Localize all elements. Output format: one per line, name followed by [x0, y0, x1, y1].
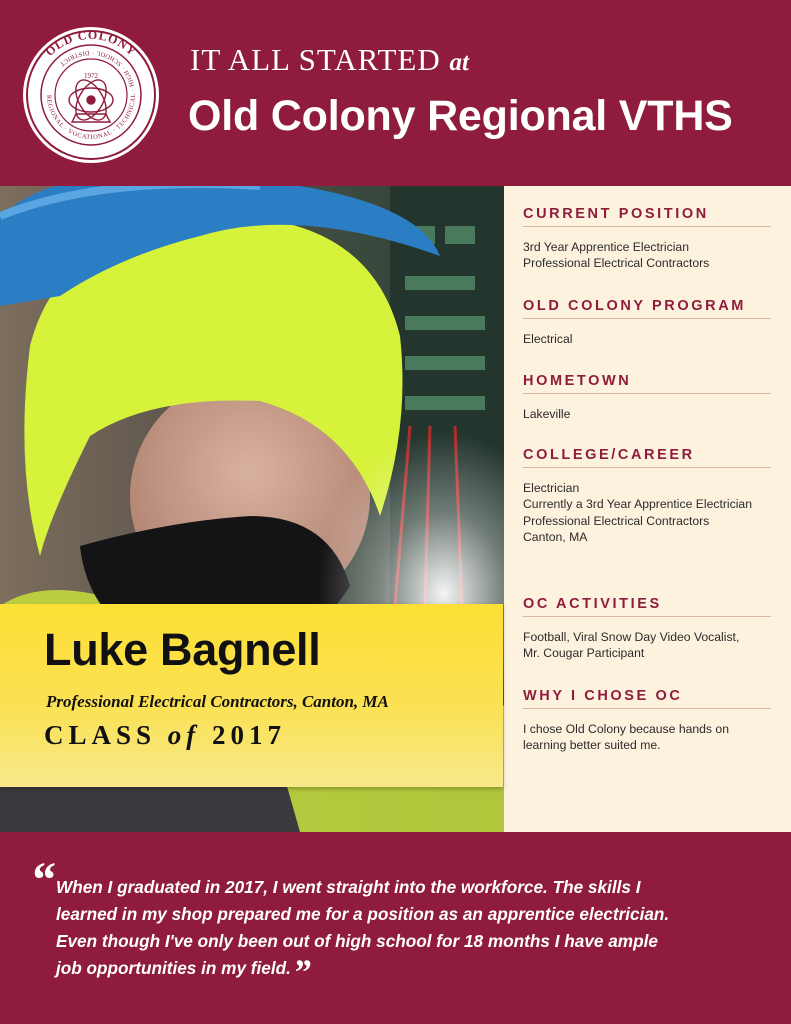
kicker-main-text: IT ALL STARTED — [190, 42, 441, 77]
class-of-word: of — [167, 720, 201, 750]
quote-band — [0, 832, 791, 1024]
section-hometown — [523, 373, 771, 422]
kicker-at-text: at — [449, 49, 469, 76]
section-current-position — [523, 206, 771, 272]
section-activities — [523, 596, 771, 662]
header-banner — [0, 0, 791, 186]
info-line: Professional Electrical Contractors — [523, 513, 710, 528]
class-word: CLASS — [44, 720, 157, 750]
info-line: Currently a 3rd Year Apprentice Electrician — [523, 497, 752, 512]
section-title: COLLEGE/CAREER — [523, 447, 771, 468]
class-year: 2017 — [212, 720, 287, 750]
info-line: I chose Old Colony because hands on — [523, 722, 729, 736]
info-line: Electrical — [523, 332, 573, 346]
section-title: OLD COLONY PROGRAM — [523, 298, 771, 319]
section-program — [523, 298, 771, 347]
employer-line: Professional Electrical Contractors, Canton, MA — [46, 692, 389, 711]
seal-top-text: OLD COLONY — [42, 27, 140, 59]
info-line: learning better suited me. — [523, 738, 661, 753]
info-line: Mr. Cougar Participant — [523, 646, 645, 661]
info-line: 3rd Year Apprentice Electrician — [523, 240, 689, 254]
seal-ring-text: REGIONAL · VOCATIONAL · TECHNICAL · HIGH · SCHOOL · DISTRICT — [44, 48, 138, 142]
graduate-name: Luke Bagnell — [44, 624, 321, 675]
section-college-career — [523, 447, 771, 545]
info-line: Lakeville — [523, 407, 571, 421]
close-quote-icon: ” — [292, 952, 311, 992]
school-name-title: Old Colony Regional VTHS — [188, 92, 733, 140]
class-year-line — [44, 720, 286, 751]
quote-line: job opportunities in my field. — [56, 958, 291, 978]
school-seal-logo — [22, 26, 160, 164]
section-title: OC ACTIVITIES — [523, 596, 771, 617]
section-why-chose — [523, 688, 771, 754]
quote-line: When I graduated in 2017, I went straight into the workforce. The skills I — [56, 877, 641, 897]
section-title: CURRENT POSITION — [523, 206, 771, 227]
section-title: WHY I CHOSE OC — [523, 688, 771, 709]
name-card — [0, 604, 503, 787]
kicker-heading — [190, 42, 469, 78]
info-line: Football, Viral Snow Day Video Vocalist, — [523, 630, 740, 644]
open-quote-icon: “ — [30, 851, 55, 907]
info-line: Electrician — [523, 481, 580, 495]
quote-line: learned in my shop prepared me for a position as an apprentice electrician. — [56, 904, 670, 924]
quote-line: Even though I've only been out of high school for 18 months I have ample — [56, 931, 658, 951]
info-line: Professional Electrical Contractors — [523, 256, 710, 271]
info-panel — [504, 186, 791, 832]
testimonial-quote — [56, 874, 776, 992]
info-line: Canton, MA — [523, 529, 588, 544]
seal-year: 1972 — [84, 72, 98, 80]
section-title: HOMETOWN — [523, 373, 771, 394]
